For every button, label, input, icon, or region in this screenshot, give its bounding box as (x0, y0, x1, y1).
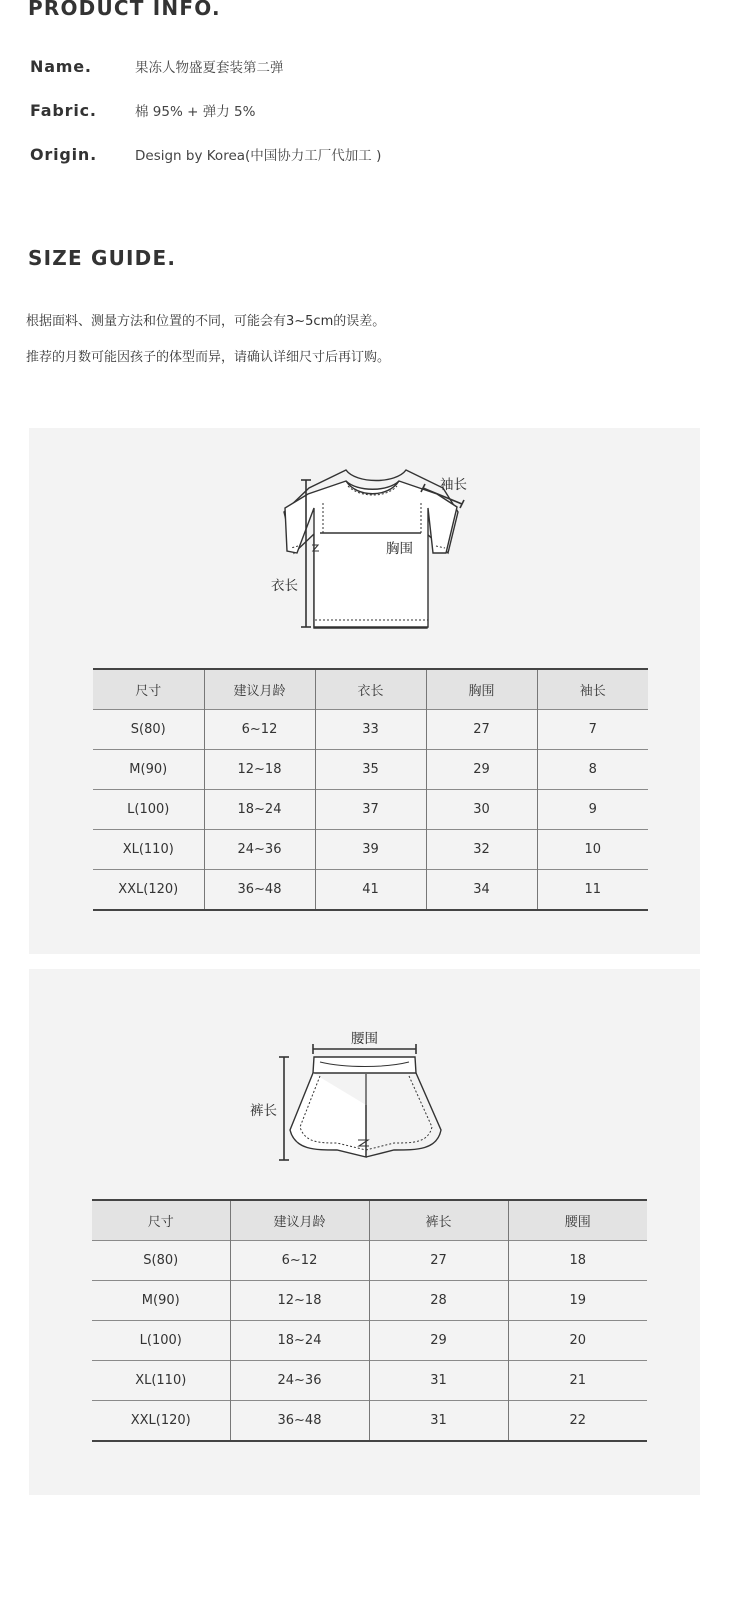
table-cell: 6~12 (230, 1241, 369, 1281)
table-row (93, 790, 648, 830)
table-header-row (93, 669, 648, 710)
name-value: 果冻人物盛夏套装第二弹 (135, 60, 284, 76)
header-waist: 腰围 (508, 1200, 647, 1241)
table-cell: 24~36 (204, 830, 315, 870)
table-cell: 29 (426, 750, 537, 790)
table-cell: 18~24 (204, 790, 315, 830)
table-cell: 24~36 (230, 1361, 369, 1401)
table-cell: XL(110) (93, 830, 204, 870)
header-length: 裤长 (369, 1200, 508, 1241)
table-cell: 31 (369, 1361, 508, 1401)
table-row (92, 1281, 647, 1321)
table-cell: 21 (508, 1361, 647, 1401)
table-header-row (92, 1200, 647, 1241)
table-cell: 36~48 (204, 870, 315, 911)
header-chest: 胸围 (426, 669, 537, 710)
table-cell: 20 (508, 1321, 647, 1361)
table-cell: 30 (426, 790, 537, 830)
top-size-panel (29, 428, 700, 954)
table-row (93, 870, 648, 911)
table-cell: 18 (508, 1241, 647, 1281)
table-cell: 6~12 (204, 710, 315, 750)
table-cell: 12~18 (230, 1281, 369, 1321)
size-guide-heading: SIZE GUIDE. (28, 246, 177, 270)
sleeve-label: 袖长 (440, 477, 467, 493)
table-cell: M(90) (92, 1281, 230, 1321)
table-row (92, 1401, 647, 1442)
table-cell: S(80) (92, 1241, 230, 1281)
table-row (92, 1321, 647, 1361)
table-cell: 33 (315, 710, 426, 750)
header-length: 衣长 (315, 669, 426, 710)
size-note-2: 推荐的月数可能因孩子的体型而异，请确认详细尺寸后再订购。 (26, 350, 391, 365)
table-row (93, 710, 648, 750)
table-cell: 34 (426, 870, 537, 911)
table-cell: 9 (537, 790, 648, 830)
info-row-fabric (30, 98, 255, 122)
table-cell: 7 (537, 710, 648, 750)
table-cell: 10 (537, 830, 648, 870)
table-row (92, 1361, 647, 1401)
table-cell: S(80) (93, 710, 204, 750)
length-label: 衣长 (271, 578, 298, 594)
header-size: 尺寸 (92, 1200, 230, 1241)
table-cell: L(100) (93, 790, 204, 830)
table-cell: 27 (369, 1241, 508, 1281)
table-cell: 36~48 (230, 1401, 369, 1442)
header-sleeve: 袖长 (537, 669, 648, 710)
table-cell: 12~18 (204, 750, 315, 790)
origin-value: Design by Korea(中国协力工厂代加工 ) (135, 148, 382, 164)
info-row-origin (30, 142, 381, 166)
table-cell: 22 (508, 1401, 647, 1442)
table-cell: XXL(120) (92, 1401, 230, 1442)
table-row (92, 1241, 647, 1281)
product-info-heading: PRODUCT INFO. (28, 0, 221, 20)
origin-label: Origin. (30, 144, 97, 164)
table-row (93, 830, 648, 870)
table-cell: 8 (537, 750, 648, 790)
bottom-size-table (92, 1199, 647, 1442)
table-cell: 32 (426, 830, 537, 870)
table-cell: M(90) (93, 750, 204, 790)
table-cell: 41 (315, 870, 426, 911)
table-cell: 27 (426, 710, 537, 750)
table-cell: 11 (537, 870, 648, 911)
fabric-value: 棉 95% + 弹力 5% (135, 104, 256, 120)
bottom-size-panel (29, 969, 700, 1495)
table-cell: 18~24 (230, 1321, 369, 1361)
table-cell: 37 (315, 790, 426, 830)
table-cell: L(100) (92, 1321, 230, 1361)
table-cell: 39 (315, 830, 426, 870)
table-cell: 28 (369, 1281, 508, 1321)
info-row-name (30, 54, 284, 78)
chest-label: 胸围 (386, 541, 413, 557)
header-size: 尺寸 (93, 669, 204, 710)
size-note-1: 根据面料、测量方法和位置的不同，可能会有3~5cm的误差。 (26, 314, 386, 329)
table-cell: XXL(120) (93, 870, 204, 911)
table-cell: 29 (369, 1321, 508, 1361)
name-label: Name. (30, 56, 92, 76)
waist-label: 腰围 (351, 1031, 378, 1047)
table-cell: 31 (369, 1401, 508, 1442)
header-age: 建议月龄 (230, 1200, 369, 1241)
header-age: 建议月龄 (204, 669, 315, 710)
fabric-label: Fabric. (30, 100, 97, 120)
shorts-length-label: 裤长 (250, 1103, 277, 1119)
table-cell: 35 (315, 750, 426, 790)
table-row (93, 750, 648, 790)
top-size-table (93, 668, 648, 911)
table-cell: XL(110) (92, 1361, 230, 1401)
table-cell: 19 (508, 1281, 647, 1321)
